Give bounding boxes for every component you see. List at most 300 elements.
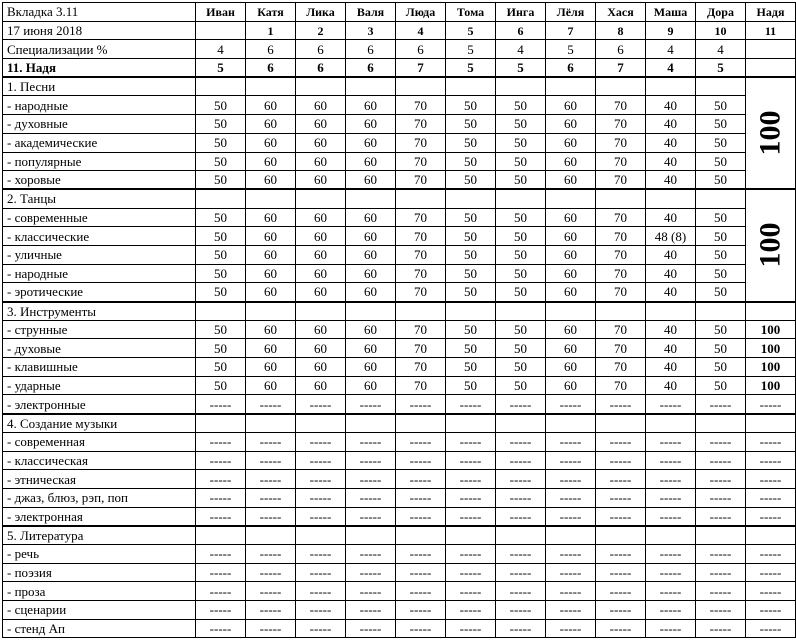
cell-value: ----- — [646, 488, 696, 507]
cell-value: ----- — [446, 470, 496, 489]
cell-value: ----- — [646, 582, 696, 601]
cell-value: 100 — [746, 320, 796, 339]
empty-cell — [596, 414, 646, 433]
cell-value: ----- — [696, 395, 746, 414]
section-title-row — [3, 302, 796, 321]
empty-cell — [646, 189, 696, 208]
cell-value: 60 — [246, 171, 296, 190]
cell-value: ----- — [446, 619, 496, 638]
cell-value: ----- — [196, 601, 246, 620]
cell-value: 50 — [446, 152, 496, 171]
cell-value: ----- — [196, 544, 246, 563]
spec-value: 6 — [596, 40, 646, 59]
cell-value: 60 — [546, 133, 596, 152]
cell-value: 40 — [646, 171, 696, 190]
empty-cell — [496, 414, 546, 433]
row-label: - поэзия — [3, 563, 196, 582]
cell-value: 60 — [546, 358, 596, 377]
table-row — [3, 619, 796, 638]
cell-value: 60 — [546, 264, 596, 283]
cell-value: 50 — [446, 245, 496, 264]
cell-value: ----- — [296, 395, 346, 414]
spec-value: 6 — [246, 40, 296, 59]
cell-value: ----- — [246, 488, 296, 507]
cell-value: 40 — [646, 283, 696, 302]
person-number: 4 — [396, 21, 446, 40]
empty-cell — [546, 302, 596, 321]
row-label: - сценарии — [3, 601, 196, 620]
row-label: - уличные — [3, 245, 196, 264]
empty-cell — [646, 302, 696, 321]
cell-value: 50 — [446, 227, 496, 246]
cell-value: 50 — [696, 358, 746, 377]
cell-value: 60 — [246, 152, 296, 171]
cell-value: 60 — [546, 339, 596, 358]
empty-cell — [396, 189, 446, 208]
cell-value: ----- — [396, 619, 446, 638]
cell-value: 60 — [246, 283, 296, 302]
cell-value: 40 — [646, 115, 696, 134]
person-number — [196, 21, 246, 40]
cell-value: 100 — [746, 376, 796, 395]
empty-cell — [196, 414, 246, 433]
table-row — [3, 451, 796, 470]
cell-value: 60 — [296, 283, 346, 302]
cell-value: ----- — [246, 432, 296, 451]
cell-value: ----- — [496, 488, 546, 507]
cell-value: ----- — [246, 563, 296, 582]
cell-value: 50 — [446, 264, 496, 283]
cell-value: ----- — [296, 432, 346, 451]
empty-cell — [296, 302, 346, 321]
cell-value: ----- — [746, 563, 796, 582]
cell-value: 60 — [546, 96, 596, 115]
table-row — [3, 264, 796, 283]
spec-value: 6 — [396, 40, 446, 59]
nadya-value: 7 — [396, 59, 446, 78]
cell-value: ----- — [546, 544, 596, 563]
cell-value: ----- — [646, 395, 696, 414]
row-label: - классические — [3, 227, 196, 246]
cell-value: ----- — [696, 619, 746, 638]
cell-value: ----- — [346, 601, 396, 620]
cell-value: ----- — [446, 432, 496, 451]
cell-value: 60 — [296, 339, 346, 358]
cell-value: 50 — [496, 320, 546, 339]
empty-cell — [746, 302, 796, 321]
cell-value: ----- — [746, 582, 796, 601]
cell-value: ----- — [446, 488, 496, 507]
row-label: - струнные — [3, 320, 196, 339]
cell-value: 60 — [296, 376, 346, 395]
cell-value: 50 — [696, 245, 746, 264]
cell-value: 40 — [646, 208, 696, 227]
cell-value: 50 — [196, 133, 246, 152]
cell-value: ----- — [346, 488, 396, 507]
cell-value: ----- — [346, 582, 396, 601]
cell-value: 70 — [596, 320, 646, 339]
section-title-row — [3, 526, 796, 545]
cell-value: ----- — [546, 563, 596, 582]
cell-value: 50 — [446, 115, 496, 134]
row-label: - народные — [3, 264, 196, 283]
cell-value: 60 — [296, 264, 346, 283]
cell-value: 70 — [596, 339, 646, 358]
cell-value: ----- — [496, 601, 546, 620]
cell-value: ----- — [746, 451, 796, 470]
cell-value: 70 — [396, 283, 446, 302]
cell-value: ----- — [396, 601, 446, 620]
cell-value: ----- — [196, 563, 246, 582]
cell-value: 60 — [546, 245, 596, 264]
cell-value: ----- — [696, 432, 746, 451]
cell-value: 70 — [596, 227, 646, 246]
empty-cell — [296, 414, 346, 433]
cell-value: ----- — [746, 432, 796, 451]
nadya-value: 4 — [646, 59, 696, 78]
cell-value: 70 — [396, 208, 446, 227]
cell-value: ----- — [396, 432, 446, 451]
cell-value: 70 — [396, 320, 446, 339]
cell-value: ----- — [746, 488, 796, 507]
cell-value: ----- — [296, 619, 346, 638]
row-label: - современные — [3, 208, 196, 227]
spec-value: 4 — [496, 40, 546, 59]
cell-value: 50 — [696, 133, 746, 152]
row-label: - популярные — [3, 152, 196, 171]
cell-value: 60 — [246, 227, 296, 246]
cell-value: 60 — [346, 227, 396, 246]
cell-value: ----- — [496, 432, 546, 451]
cell-value: ----- — [246, 601, 296, 620]
empty-cell — [746, 414, 796, 433]
row-label: - духовные — [3, 115, 196, 134]
section-title-row — [3, 77, 796, 96]
cell-value: 60 — [246, 376, 296, 395]
empty-cell — [496, 77, 546, 96]
cell-value: 50 — [696, 96, 746, 115]
cell-value: 50 — [496, 339, 546, 358]
cell-value: 60 — [296, 171, 346, 190]
cell-value: ----- — [396, 563, 446, 582]
cell-value: 50 — [196, 227, 246, 246]
cell-value: 70 — [596, 283, 646, 302]
empty-cell — [546, 526, 596, 545]
person-name: Лёля — [546, 3, 596, 22]
empty-cell — [696, 77, 746, 96]
cell-value: 60 — [546, 376, 596, 395]
table-row — [3, 582, 796, 601]
cell-value: 70 — [596, 133, 646, 152]
cell-value: ----- — [496, 582, 546, 601]
cell-value: ----- — [396, 507, 446, 526]
cell-value: 50 — [446, 376, 496, 395]
section-title-row — [3, 189, 796, 208]
cell-value: ----- — [596, 619, 646, 638]
cell-value: ----- — [596, 395, 646, 414]
cell-value: ----- — [696, 601, 746, 620]
cell-value: ----- — [446, 544, 496, 563]
table-row — [3, 563, 796, 582]
person-name: Хася — [596, 3, 646, 22]
cell-value: 60 — [546, 208, 596, 227]
table-row — [3, 470, 796, 489]
cell-value: 70 — [396, 115, 446, 134]
empty-cell — [396, 414, 446, 433]
empty-cell — [546, 414, 596, 433]
cell-value: 50 — [696, 171, 746, 190]
person-name: Инга — [496, 3, 546, 22]
cell-value: 50 — [496, 358, 546, 377]
cell-value: 50 — [696, 227, 746, 246]
cell-value: 70 — [596, 358, 646, 377]
empty-cell — [546, 77, 596, 96]
person-number: 11 — [746, 21, 796, 40]
cell-value: ----- — [696, 451, 746, 470]
cell-value: 50 — [496, 264, 546, 283]
row-label: - ударные — [3, 376, 196, 395]
cell-value: 70 — [396, 339, 446, 358]
row-label: - народные — [3, 96, 196, 115]
cell-value: ----- — [696, 507, 746, 526]
nadya-value: 6 — [296, 59, 346, 78]
cell-value: ----- — [746, 507, 796, 526]
nadya-value: 6 — [346, 59, 396, 78]
cell-value: 60 — [296, 152, 346, 171]
cell-value: ----- — [246, 395, 296, 414]
empty-cell — [196, 302, 246, 321]
cell-value: 60 — [346, 264, 396, 283]
row-label: - стенд Ап — [3, 619, 196, 638]
cell-value: 50 — [496, 245, 546, 264]
cell-value: 60 — [246, 339, 296, 358]
cell-value: 60 — [246, 115, 296, 134]
cell-value: ----- — [396, 451, 446, 470]
spec-value: 4 — [196, 40, 246, 59]
cell-value: ----- — [696, 488, 746, 507]
cell-value: ----- — [496, 395, 546, 414]
cell-value: ----- — [346, 544, 396, 563]
empty-cell — [296, 526, 346, 545]
nadya-merged-score — [746, 189, 796, 301]
cell-value: 70 — [396, 96, 446, 115]
cell-value: ----- — [296, 470, 346, 489]
nadya-merged-score-text: 100 — [753, 110, 787, 156]
table-row — [3, 395, 796, 414]
nadya-value: 6 — [546, 59, 596, 78]
empty-cell — [696, 302, 746, 321]
cell-value: 50 — [446, 133, 496, 152]
person-name: Люда — [396, 3, 446, 22]
cell-value: ----- — [546, 395, 596, 414]
cell-value: 60 — [346, 133, 396, 152]
empty-cell — [346, 414, 396, 433]
empty-cell — [446, 526, 496, 545]
empty-cell — [346, 526, 396, 545]
cell-value: 60 — [346, 171, 396, 190]
cell-value: 40 — [646, 133, 696, 152]
person-name: Надя — [746, 3, 796, 22]
cell-value: ----- — [396, 544, 446, 563]
spec-value: 4 — [646, 40, 696, 59]
row-label: - электронная — [3, 507, 196, 526]
cell-value: 60 — [546, 171, 596, 190]
table-row — [3, 227, 796, 246]
cell-value: 70 — [396, 133, 446, 152]
table-row — [3, 96, 796, 115]
cell-value: ----- — [746, 601, 796, 620]
cell-value: 70 — [596, 115, 646, 134]
cell-value: 50 — [446, 208, 496, 227]
tab-title: Вкладка 3.11 — [3, 3, 196, 22]
cell-value: 50 — [446, 339, 496, 358]
empty-cell — [396, 526, 446, 545]
cell-value: ----- — [646, 507, 696, 526]
person-name: Тома — [446, 3, 496, 22]
cell-value: ----- — [596, 451, 646, 470]
cell-value: 50 — [196, 171, 246, 190]
empty-cell — [596, 189, 646, 208]
cell-value: ----- — [596, 601, 646, 620]
table-row — [3, 245, 796, 264]
table-row — [3, 432, 796, 451]
cell-value: 40 — [646, 358, 696, 377]
cell-value: ----- — [346, 619, 396, 638]
spec-value: 6 — [296, 40, 346, 59]
row-label: - хоровые — [3, 171, 196, 190]
spec-label: Специализации % — [3, 40, 196, 59]
empty-cell — [346, 77, 396, 96]
cell-value: ----- — [496, 507, 546, 526]
empty-cell — [346, 302, 396, 321]
row-label: - проза — [3, 582, 196, 601]
nadya-merged-score-text: 100 — [753, 222, 787, 268]
cell-value: ----- — [546, 619, 596, 638]
cell-value: ----- — [246, 451, 296, 470]
empty-cell — [196, 189, 246, 208]
cell-value: ----- — [746, 470, 796, 489]
empty-cell — [446, 302, 496, 321]
cell-value: ----- — [196, 432, 246, 451]
header-names-row — [3, 3, 796, 22]
person-name: Иван — [196, 3, 246, 22]
cell-value: ----- — [346, 507, 396, 526]
cell-value: ----- — [546, 507, 596, 526]
cell-value: ----- — [396, 582, 446, 601]
spec-value: 5 — [546, 40, 596, 59]
cell-value: 50 — [446, 171, 496, 190]
person-name: Маша — [646, 3, 696, 22]
cell-value: ----- — [596, 488, 646, 507]
section-title: 4. Создание музыки — [3, 414, 196, 433]
empty-cell — [746, 526, 796, 545]
cell-value: ----- — [646, 563, 696, 582]
section-title: 1. Песни — [3, 77, 196, 96]
person-number: 8 — [596, 21, 646, 40]
cell-value: 60 — [296, 320, 346, 339]
table-row — [3, 376, 796, 395]
nadya-row — [3, 59, 796, 78]
person-number: 7 — [546, 21, 596, 40]
cell-value: 60 — [546, 283, 596, 302]
nadya-value: 7 — [596, 59, 646, 78]
empty-cell — [696, 189, 746, 208]
empty-cell — [246, 302, 296, 321]
cell-value: ----- — [596, 470, 646, 489]
cell-value: ----- — [296, 451, 346, 470]
cell-value: 60 — [346, 320, 396, 339]
cell-value: 60 — [346, 358, 396, 377]
cell-value: ----- — [246, 507, 296, 526]
cell-value: 60 — [246, 320, 296, 339]
cell-value: ----- — [246, 470, 296, 489]
cell-value: ----- — [196, 507, 246, 526]
nadya-merged-score — [746, 77, 796, 189]
nadya-value — [746, 59, 796, 78]
cell-value: ----- — [196, 582, 246, 601]
empty-cell — [246, 189, 296, 208]
cell-value: 50 — [496, 115, 546, 134]
empty-cell — [246, 414, 296, 433]
cell-value: ----- — [446, 395, 496, 414]
header-numbers-row — [3, 21, 796, 40]
cell-value: ----- — [396, 470, 446, 489]
row-label: - современная — [3, 432, 196, 451]
section-title: 3. Инструменты — [3, 302, 196, 321]
cell-value: ----- — [746, 544, 796, 563]
cell-value: ----- — [446, 507, 496, 526]
section-title-row — [3, 414, 796, 433]
cell-value: 50 — [496, 133, 546, 152]
cell-value: ----- — [496, 544, 546, 563]
cell-value: ----- — [396, 395, 446, 414]
cell-value: 50 — [446, 96, 496, 115]
table-row — [3, 133, 796, 152]
cell-value: 50 — [496, 227, 546, 246]
cell-value: ----- — [446, 563, 496, 582]
cell-value: 50 — [496, 96, 546, 115]
row-label: - электронные — [3, 395, 196, 414]
section-title: 2. Танцы — [3, 189, 196, 208]
nadya-value: 5 — [496, 59, 546, 78]
empty-cell — [596, 526, 646, 545]
spec-row — [3, 40, 796, 59]
nadya-value: 5 — [696, 59, 746, 78]
cell-value: ----- — [196, 619, 246, 638]
cell-value: 50 — [496, 208, 546, 227]
cell-value: 50 — [696, 264, 746, 283]
cell-value: 40 — [646, 339, 696, 358]
nadya-value: 5 — [196, 59, 246, 78]
cell-value: 70 — [396, 171, 446, 190]
cell-value: ----- — [196, 488, 246, 507]
person-name: Катя — [246, 3, 296, 22]
cell-value: ----- — [196, 451, 246, 470]
cell-value: 48 (8) — [646, 227, 696, 246]
cell-value: ----- — [746, 395, 796, 414]
empty-cell — [696, 526, 746, 545]
cell-value: ----- — [346, 470, 396, 489]
empty-cell — [696, 414, 746, 433]
nadya-label: 11. Надя — [3, 59, 196, 78]
row-label: - академические — [3, 133, 196, 152]
cell-value: ----- — [246, 582, 296, 601]
cell-value: ----- — [696, 563, 746, 582]
empty-cell — [646, 526, 696, 545]
table-row — [3, 358, 796, 377]
cell-value: 60 — [246, 358, 296, 377]
skills-table — [2, 2, 796, 638]
